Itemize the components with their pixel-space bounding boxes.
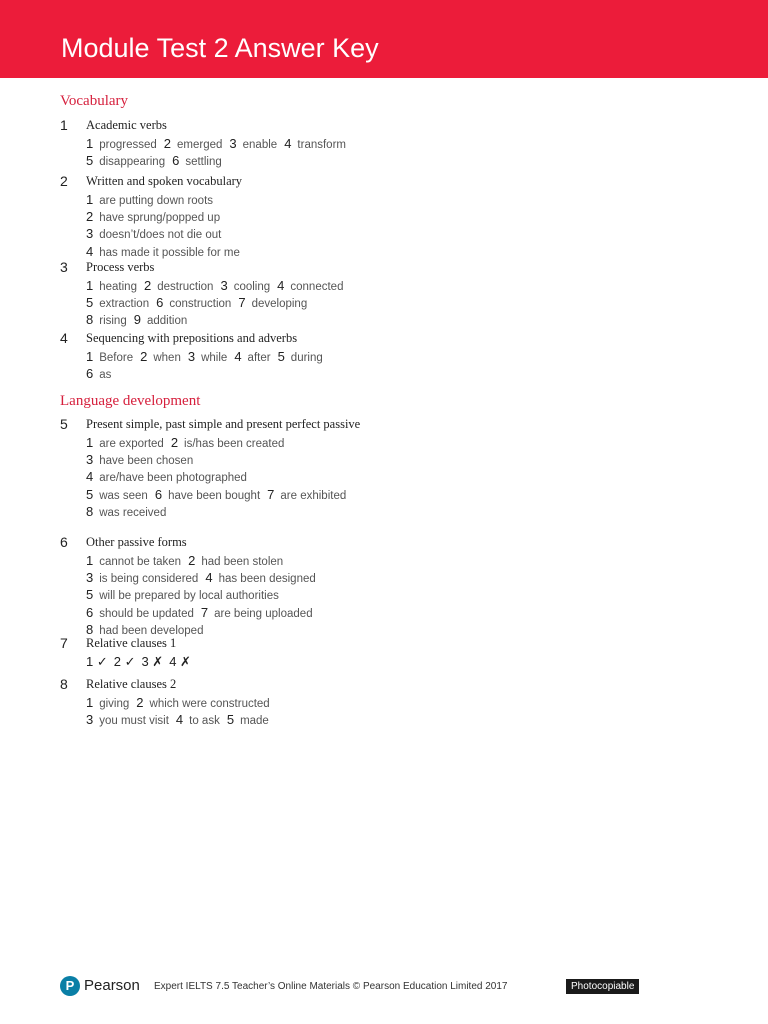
section-title-vocabulary: Vocabulary	[60, 93, 129, 109]
answer-text: connected	[290, 281, 344, 293]
answer-number: 4	[86, 469, 94, 485]
answer-text: disappearing	[99, 156, 166, 169]
answer-number: 3	[86, 452, 94, 468]
answer-number: 4	[284, 136, 292, 151]
answer-text: is/has been created	[184, 438, 285, 450]
answer-text: progressed	[99, 139, 157, 151]
answer-number: 8	[86, 503, 94, 519]
answer-text: transform	[297, 139, 346, 151]
answer-number: 5	[86, 153, 94, 169]
answer-text: you must visit	[99, 715, 169, 728]
exercise-title: Relative clauses 1	[86, 636, 177, 650]
answer-number: 1	[86, 435, 94, 450]
exercise-number: 5	[60, 416, 68, 432]
answer-text: has been designed	[218, 573, 316, 586]
answer-line	[86, 504, 380, 521]
answer-number: 3	[187, 349, 196, 364]
answer-line	[86, 712, 380, 729]
answer-line	[86, 312, 380, 329]
answer-text: settling	[185, 156, 222, 169]
answer-number: 2	[136, 695, 144, 710]
answer-number: 3	[86, 226, 94, 242]
exercise-7	[60, 635, 380, 669]
answer-text: rising	[99, 315, 127, 328]
exercise-4	[60, 330, 380, 383]
exercise-8	[60, 676, 380, 729]
answer-number: 1	[86, 553, 94, 568]
exercise-6	[60, 534, 380, 639]
answer-number: 5	[226, 712, 235, 728]
pearson-logo-text: Pearson	[84, 977, 140, 994]
answer-number: 6	[156, 295, 164, 311]
answer-line	[86, 695, 380, 712]
answer-text: enable	[242, 139, 278, 151]
answer-number: 1	[86, 192, 94, 207]
answer-number: 7	[267, 486, 275, 502]
exercise-1	[60, 117, 380, 170]
answer-text: had been developed	[99, 624, 204, 637]
section-title-language-development: Language development	[60, 393, 201, 409]
answer-number: 5	[86, 587, 94, 603]
answer-number: 4	[277, 278, 285, 293]
exercise-title: Other passive forms	[86, 535, 187, 549]
answer-number: 3	[86, 570, 94, 586]
answer-number: 2	[140, 349, 148, 364]
exercise-title: Present simple, past simple and present perfect passive	[86, 417, 361, 431]
answer-text: construction	[169, 298, 232, 311]
answer-text: after	[247, 352, 271, 364]
answer-text: Before	[99, 352, 134, 364]
exercise-number: 3	[60, 259, 68, 275]
exercise-number: 4	[60, 330, 68, 346]
answer-number: 1	[86, 278, 94, 293]
answer-number: 8	[86, 621, 94, 637]
answer-line	[86, 605, 380, 622]
answer-text: are exhibited	[280, 489, 347, 502]
answer-number: 6	[172, 153, 180, 169]
answer-text: will be prepared by local authorities	[99, 590, 279, 603]
answer-text: developing	[251, 298, 308, 311]
answer-number: 6	[154, 486, 163, 502]
answer-number: 5	[86, 295, 94, 311]
answer-text: when	[153, 352, 181, 364]
answer-number: 5	[277, 349, 285, 364]
answer-text: emerged	[177, 139, 223, 151]
answer-line	[86, 452, 380, 469]
answer-text: are putting down roots	[99, 195, 214, 207]
answer-text: giving	[99, 698, 130, 710]
answer-number: 6	[86, 366, 94, 382]
answer-line	[86, 366, 380, 383]
answer-text: was received	[99, 506, 167, 519]
answer-line	[86, 570, 380, 587]
answer-number: 6	[86, 604, 94, 620]
answer-number: 3	[220, 278, 228, 293]
answer-text: as	[99, 369, 112, 382]
exercise-title: Relative clauses 2	[86, 677, 177, 691]
answer-text: heating	[99, 281, 137, 293]
answer-text: is being considered	[99, 573, 199, 586]
answer-text: during	[290, 352, 323, 364]
answer-line	[86, 553, 380, 570]
answer-number: 2	[170, 435, 179, 450]
answer-text: are exported	[99, 438, 164, 450]
answer-text: was seen	[99, 489, 148, 502]
answer-line	[86, 136, 380, 153]
answer-line	[86, 209, 380, 226]
answer-number: 2	[143, 278, 152, 293]
answer-text: made	[240, 715, 269, 728]
answer-text: are being uploaded	[214, 607, 313, 620]
answer-text: extraction	[99, 298, 150, 311]
answer-number: 4	[86, 243, 94, 259]
exercise-title: Sequencing with prepositions and adverbs	[86, 331, 298, 345]
answer-line	[86, 435, 380, 452]
answer-number: 7	[200, 604, 209, 620]
answer-number: 1	[86, 349, 94, 364]
answer-text: had been stolen	[201, 556, 284, 568]
pearson-logo-icon: P	[60, 976, 80, 996]
answer-text: which were constructed	[149, 698, 270, 710]
answer-text: cooling	[233, 281, 271, 293]
answer-line	[86, 654, 380, 669]
page-title: Module Test 2 Answer Key	[61, 33, 379, 63]
answer-line	[86, 349, 380, 366]
answer-text: has made it possible for me	[99, 246, 240, 259]
answer-text: to ask	[189, 715, 220, 728]
answer-text: addition	[146, 315, 188, 328]
answer-line	[86, 226, 380, 243]
answer-line	[86, 192, 380, 209]
answer-line	[86, 278, 380, 295]
exercise-number: 6	[60, 534, 68, 550]
answer-text: have sprung/popped up	[99, 212, 221, 225]
answer-text: should be updated	[99, 607, 194, 620]
exercise-number: 1	[60, 117, 68, 133]
answer-line	[86, 587, 380, 604]
answer-line	[86, 487, 380, 504]
exercise-3	[60, 259, 380, 330]
exercise-title: Written and spoken vocabulary	[86, 174, 243, 188]
answer-number: 8	[86, 312, 94, 328]
answer-number: 2	[163, 136, 172, 151]
tick-answer: 3 ✗	[141, 654, 164, 669]
photocopiable-badge: Photocopiable	[566, 979, 639, 994]
answer-number: 2	[86, 209, 94, 225]
exercise-number: 2	[60, 173, 68, 189]
tick-answer: 1 ✓	[86, 654, 108, 669]
answer-number: 7	[238, 295, 246, 311]
answer-text: destruction	[157, 281, 214, 293]
exercise-title: Process verbs	[86, 260, 155, 274]
answer-number: 3	[86, 712, 94, 728]
answer-line	[86, 295, 380, 312]
answer-text: doesn’t/does not die out	[99, 229, 222, 242]
answer-number: 1	[86, 695, 94, 710]
answer-text: are/have been photographed	[99, 472, 247, 485]
answer-text: cannot be taken	[99, 556, 182, 568]
answer-number: 4	[205, 570, 213, 586]
answer-number: 4	[234, 349, 242, 364]
answer-line	[86, 153, 380, 170]
answer-number: 9	[133, 312, 141, 328]
answer-number: 2	[188, 553, 196, 568]
copyright-credit: Expert IELTS 7.5 Teacher’s Online Materials © Pearson Education Limited 2017	[154, 981, 508, 992]
footer	[60, 975, 720, 1003]
answer-line	[86, 469, 380, 486]
answer-number: 4	[175, 712, 184, 728]
exercise-2	[60, 173, 380, 261]
exercise-number: 7	[60, 635, 68, 651]
answer-text: have been chosen	[99, 455, 194, 468]
answer-number: 5	[86, 486, 94, 502]
tick-answer: 4 ✗	[169, 654, 191, 669]
exercise-number: 8	[60, 676, 68, 692]
tick-answer: 2 ✓	[113, 654, 136, 669]
answer-text: have been bought	[168, 489, 261, 502]
answer-number: 3	[229, 136, 237, 151]
answer-text: while	[201, 352, 228, 364]
exercise-title: Academic verbs	[86, 118, 167, 132]
answer-number: 1	[86, 136, 94, 151]
header-banner	[0, 0, 768, 78]
exercise-5	[60, 416, 380, 521]
